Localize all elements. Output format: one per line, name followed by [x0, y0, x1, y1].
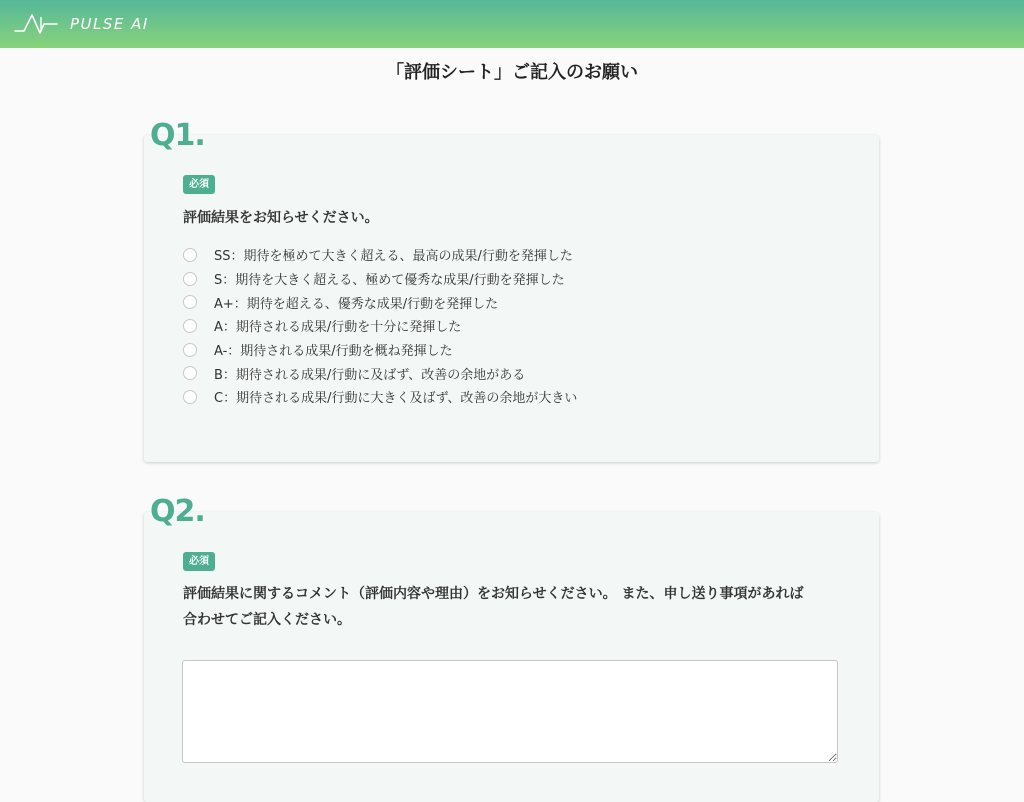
rating-option-a-minus[interactable]: [183, 338, 577, 362]
question-number: Q1.: [150, 118, 205, 153]
radio-button[interactable]: [183, 248, 197, 262]
option-label: SS：期待を極めて大きく超える、最高の成果/行動を発揮した: [214, 249, 573, 265]
question-text: 評価結果をお知らせください。: [183, 210, 379, 226]
radio-button[interactable]: [183, 343, 197, 357]
page-title: 「評価シート」ご記入のお願い: [386, 62, 638, 83]
rating-option-c[interactable]: [183, 385, 577, 409]
radio-button[interactable]: [183, 319, 197, 333]
rating-option-a-plus[interactable]: [183, 290, 577, 314]
app-header: [0, 0, 1024, 48]
rating-options: [183, 243, 577, 409]
required-badge: 必須: [183, 175, 215, 194]
pulse-logo-icon[interactable]: [14, 11, 58, 37]
rating-option-ss[interactable]: [183, 243, 577, 267]
option-label: S：期待を大きく超える、極めて優秀な成果/行動を発揮した: [214, 273, 565, 289]
question-text-line-2: 合わせてご記入ください。: [183, 612, 351, 628]
radio-button[interactable]: [183, 390, 197, 404]
question-number: Q2.: [150, 494, 205, 529]
question-card: [144, 135, 879, 462]
radio-button[interactable]: [183, 295, 197, 309]
option-label: A-：期待される成果/行動を概ね発揮した: [214, 344, 453, 360]
rating-option-b[interactable]: [183, 361, 577, 385]
option-label: A：期待される成果/行動を十分に発揮した: [214, 320, 462, 336]
brand-name[interactable]: PULSE AI: [70, 15, 149, 33]
question-text-line-1: 評価結果に関するコメント（評価内容や理由）をお知らせください。 また、申し送り事項があれば: [183, 586, 804, 602]
option-label: C：期待される成果/行動に大きく及ばず、改善の余地が大きい: [214, 391, 578, 407]
radio-button[interactable]: [183, 366, 197, 380]
radio-button[interactable]: [183, 272, 197, 286]
question-text: [183, 581, 803, 633]
rating-option-s[interactable]: [183, 267, 577, 291]
question-card: [144, 512, 879, 802]
rating-option-a[interactable]: [183, 314, 577, 338]
comment-textarea[interactable]: [182, 660, 838, 763]
option-label: B：期待される成果/行動に及ばず、改善の余地がある: [214, 367, 526, 383]
option-label: A+：期待を超える、優秀な成果/行動を発揮した: [214, 296, 499, 312]
required-badge: 必須: [183, 552, 215, 571]
